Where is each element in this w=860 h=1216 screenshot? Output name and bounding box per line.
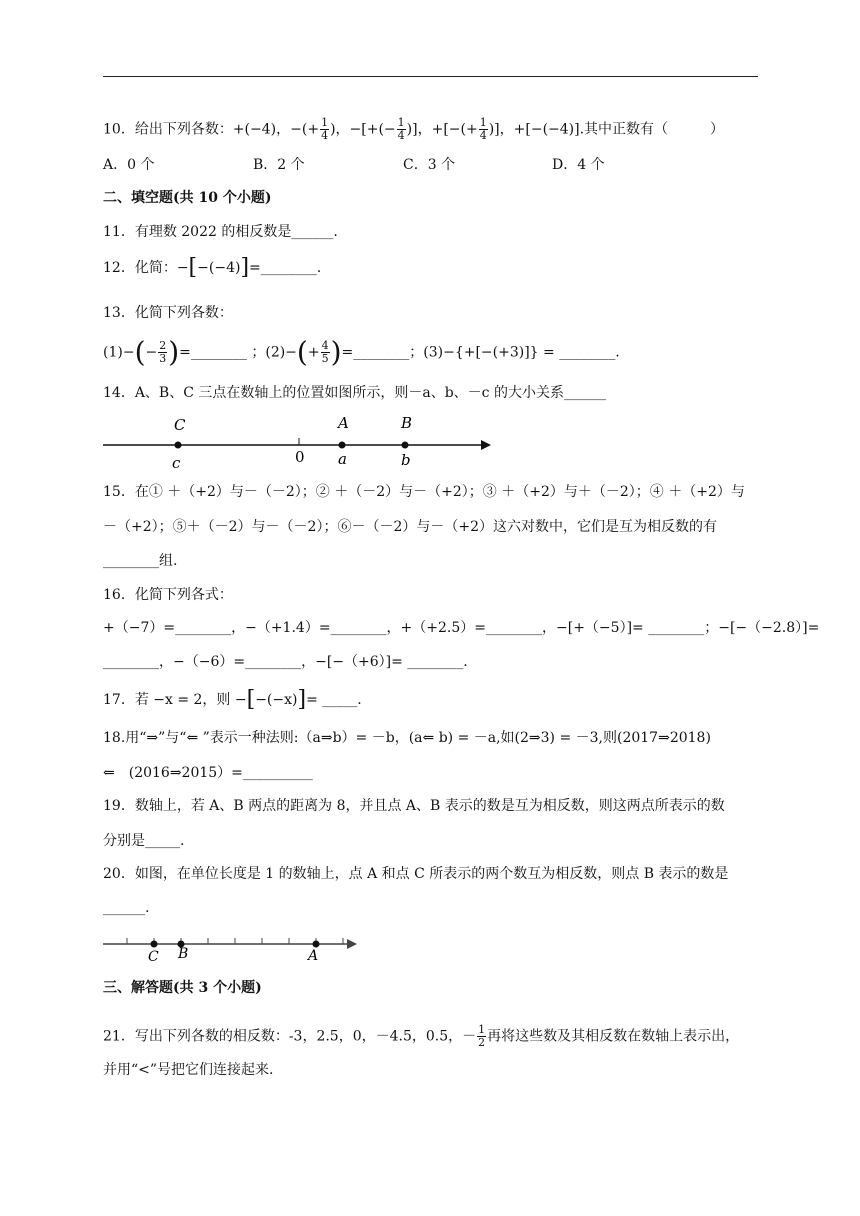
- question-20-line-1: 20．如图，在单位长度是 1 的数轴上，点 A 和点 C 所表示的两个数互为相反数，则点 B 表示的数是: [103, 866, 729, 882]
- q17-suffix: = _____.: [306, 692, 362, 708]
- q13-part1-sign: −: [145, 344, 158, 361]
- question-18-line-1: 18.用“⇒”与“⇐ ”表示一种法则:（a⇒b）= －b，(a⇐ b) = －a,如(2⇒3) = －3,则(2017⇒2018): [103, 730, 711, 746]
- question-19-line-1: 19．数轴上，若 A、B 两点的距离为 8，并且点 A、B 表示的数是互为相反数，则这两点所表示的数: [103, 798, 725, 814]
- fraction-numerator: 2: [159, 339, 167, 352]
- q10-term-1: +(−4)，: [232, 121, 291, 138]
- q13-part3: =________；(3)−{+[−(+3)]} = ________.: [341, 344, 620, 361]
- fraction: [158, 340, 167, 365]
- option-c: C．3 个: [403, 157, 456, 173]
- section-heading-fill-in: 二、填空题(共 10 个小题): [103, 190, 272, 206]
- fraction: [397, 117, 406, 142]
- question-20-line-2: ______.: [103, 900, 150, 916]
- section-heading-solve: 三、解答题(共 3 个小题): [103, 980, 262, 996]
- question-14: 14．A、B、C 三点在数轴上的位置如图所示，则－a、b、－c 的大小关系______: [103, 385, 606, 401]
- question-19-line-2: 分别是_____.: [103, 833, 185, 849]
- fraction: [477, 1024, 486, 1049]
- paren-left: (: [134, 335, 146, 369]
- q17-inner: −(−x): [255, 692, 298, 708]
- question-16-line-1: +（−7）=________，−（+1.4）=________，+（+2.5）=________，−[+（−5）]= ________；−[−（−2.8）]=: [103, 620, 820, 636]
- label-origin: 0: [295, 448, 305, 466]
- question-21-line-2: 并用“<”号把它们连接起来.: [103, 1062, 274, 1078]
- label-B: B: [178, 946, 189, 962]
- fraction-numerator: 1: [478, 1023, 486, 1036]
- bracket-right: ]: [240, 255, 250, 280]
- fraction-denominator: 4: [479, 129, 487, 142]
- q13-part2-prefix: =________ ；(2)−: [179, 344, 297, 361]
- label-a: a: [338, 450, 347, 468]
- bracket-left: [: [188, 255, 198, 280]
- number-line-q20: [103, 928, 363, 964]
- point-a: [339, 442, 346, 449]
- bracket-right: ]: [297, 687, 307, 712]
- paren-right: ): [168, 335, 180, 369]
- fraction-numerator: 4: [321, 339, 329, 352]
- fraction-denominator: 3: [159, 352, 167, 365]
- q10-term-2-end: )，: [330, 121, 350, 138]
- q10-term-2: −(+: [290, 121, 320, 138]
- option-b: B．2 个: [253, 157, 305, 173]
- label-c: c: [172, 454, 181, 472]
- question-18-line-2: ⇐ (2016⇒2015）=__________: [103, 765, 313, 781]
- label-b: b: [401, 451, 411, 469]
- option-d: D．4 个: [552, 157, 605, 173]
- option-a: A．0 个: [103, 157, 155, 173]
- question-21-line-1: [103, 1024, 739, 1049]
- fraction: [479, 117, 488, 142]
- paren-right: ): [330, 335, 342, 369]
- bracket-left: [: [246, 687, 256, 712]
- q12-inner: −(−4): [197, 260, 241, 276]
- question-10: [103, 117, 724, 142]
- point-c: [151, 941, 158, 948]
- q13-part1-prefix: (1)−: [103, 344, 135, 361]
- q21-text-a: 21．写出下列各数的相反数：-3，2.5，0，－4.5，0.5，－: [103, 1028, 477, 1045]
- question-15-line-1: 15．在① ＋（+2）与－（－2）；② ＋（－2）与－（+2）；③ ＋（+2）与＋（－2）；④ ＋（+2）与: [103, 484, 745, 500]
- question-16-title: 16．化简下列各式：: [103, 587, 233, 603]
- q10-term-5: +[−(−4)].其中正数有（ ）: [513, 121, 725, 138]
- label-C: C: [174, 416, 186, 434]
- fraction: [321, 340, 330, 365]
- number-line-q14: [103, 410, 503, 472]
- label-A: A: [338, 414, 349, 432]
- question-13-parts: [103, 335, 620, 369]
- fraction-denominator: 4: [397, 129, 405, 142]
- point-a: [313, 941, 320, 948]
- q10-term-3: −[+(−: [349, 121, 396, 138]
- q12-suffix: =________.: [249, 260, 322, 276]
- q10-term-4-end: )]，: [488, 121, 514, 138]
- question-16-line-2: ________，−（−6）=________，−[−（+6）]= ________.: [103, 654, 468, 670]
- q13-part2-sign: +: [307, 344, 320, 361]
- axis-arrow: [481, 440, 491, 450]
- fraction-numerator: 1: [321, 116, 329, 129]
- label-C: C: [148, 949, 159, 964]
- fraction-numerator: 1: [479, 116, 487, 129]
- question-17: [103, 687, 362, 712]
- q17-prefix: 17．若 −x = 2，则 −: [103, 692, 247, 708]
- question-11: 11．有理数 2022 的相反数是______.: [103, 224, 338, 240]
- question-12: [103, 255, 322, 280]
- fraction-denominator: 2: [478, 1036, 486, 1049]
- header-rule: [103, 76, 758, 77]
- fraction-numerator: 1: [397, 116, 405, 129]
- q10-stem: 10．给出下列各数：: [103, 121, 233, 138]
- question-15-line-2: －（+2）；⑤＋（－2）与－（－2）；⑥－（－2）与－（+2）这六对数中，它们是互为相反数的有: [103, 519, 717, 535]
- q21-text-b: 再将这些数及其相反数在数轴上表示出，: [487, 1028, 740, 1045]
- paren-left: (: [296, 335, 308, 369]
- q10-term-4: +[−(+: [431, 121, 478, 138]
- fraction-denominator: 5: [321, 352, 329, 365]
- fraction: [320, 117, 329, 142]
- question-13-title: 13．化简下列各数：: [103, 305, 233, 321]
- axis-ticks: [127, 938, 343, 944]
- point-b: [402, 442, 409, 449]
- question-15-line-3: ________组.: [103, 553, 178, 569]
- label-A: A: [308, 948, 319, 964]
- axis-arrow: [347, 939, 357, 949]
- point-c: [175, 442, 182, 449]
- q12-prefix: 12．化简：−: [103, 260, 189, 276]
- q10-term-3-end: )]，: [406, 121, 432, 138]
- fraction-denominator: 4: [321, 129, 329, 142]
- label-B: B: [401, 414, 413, 432]
